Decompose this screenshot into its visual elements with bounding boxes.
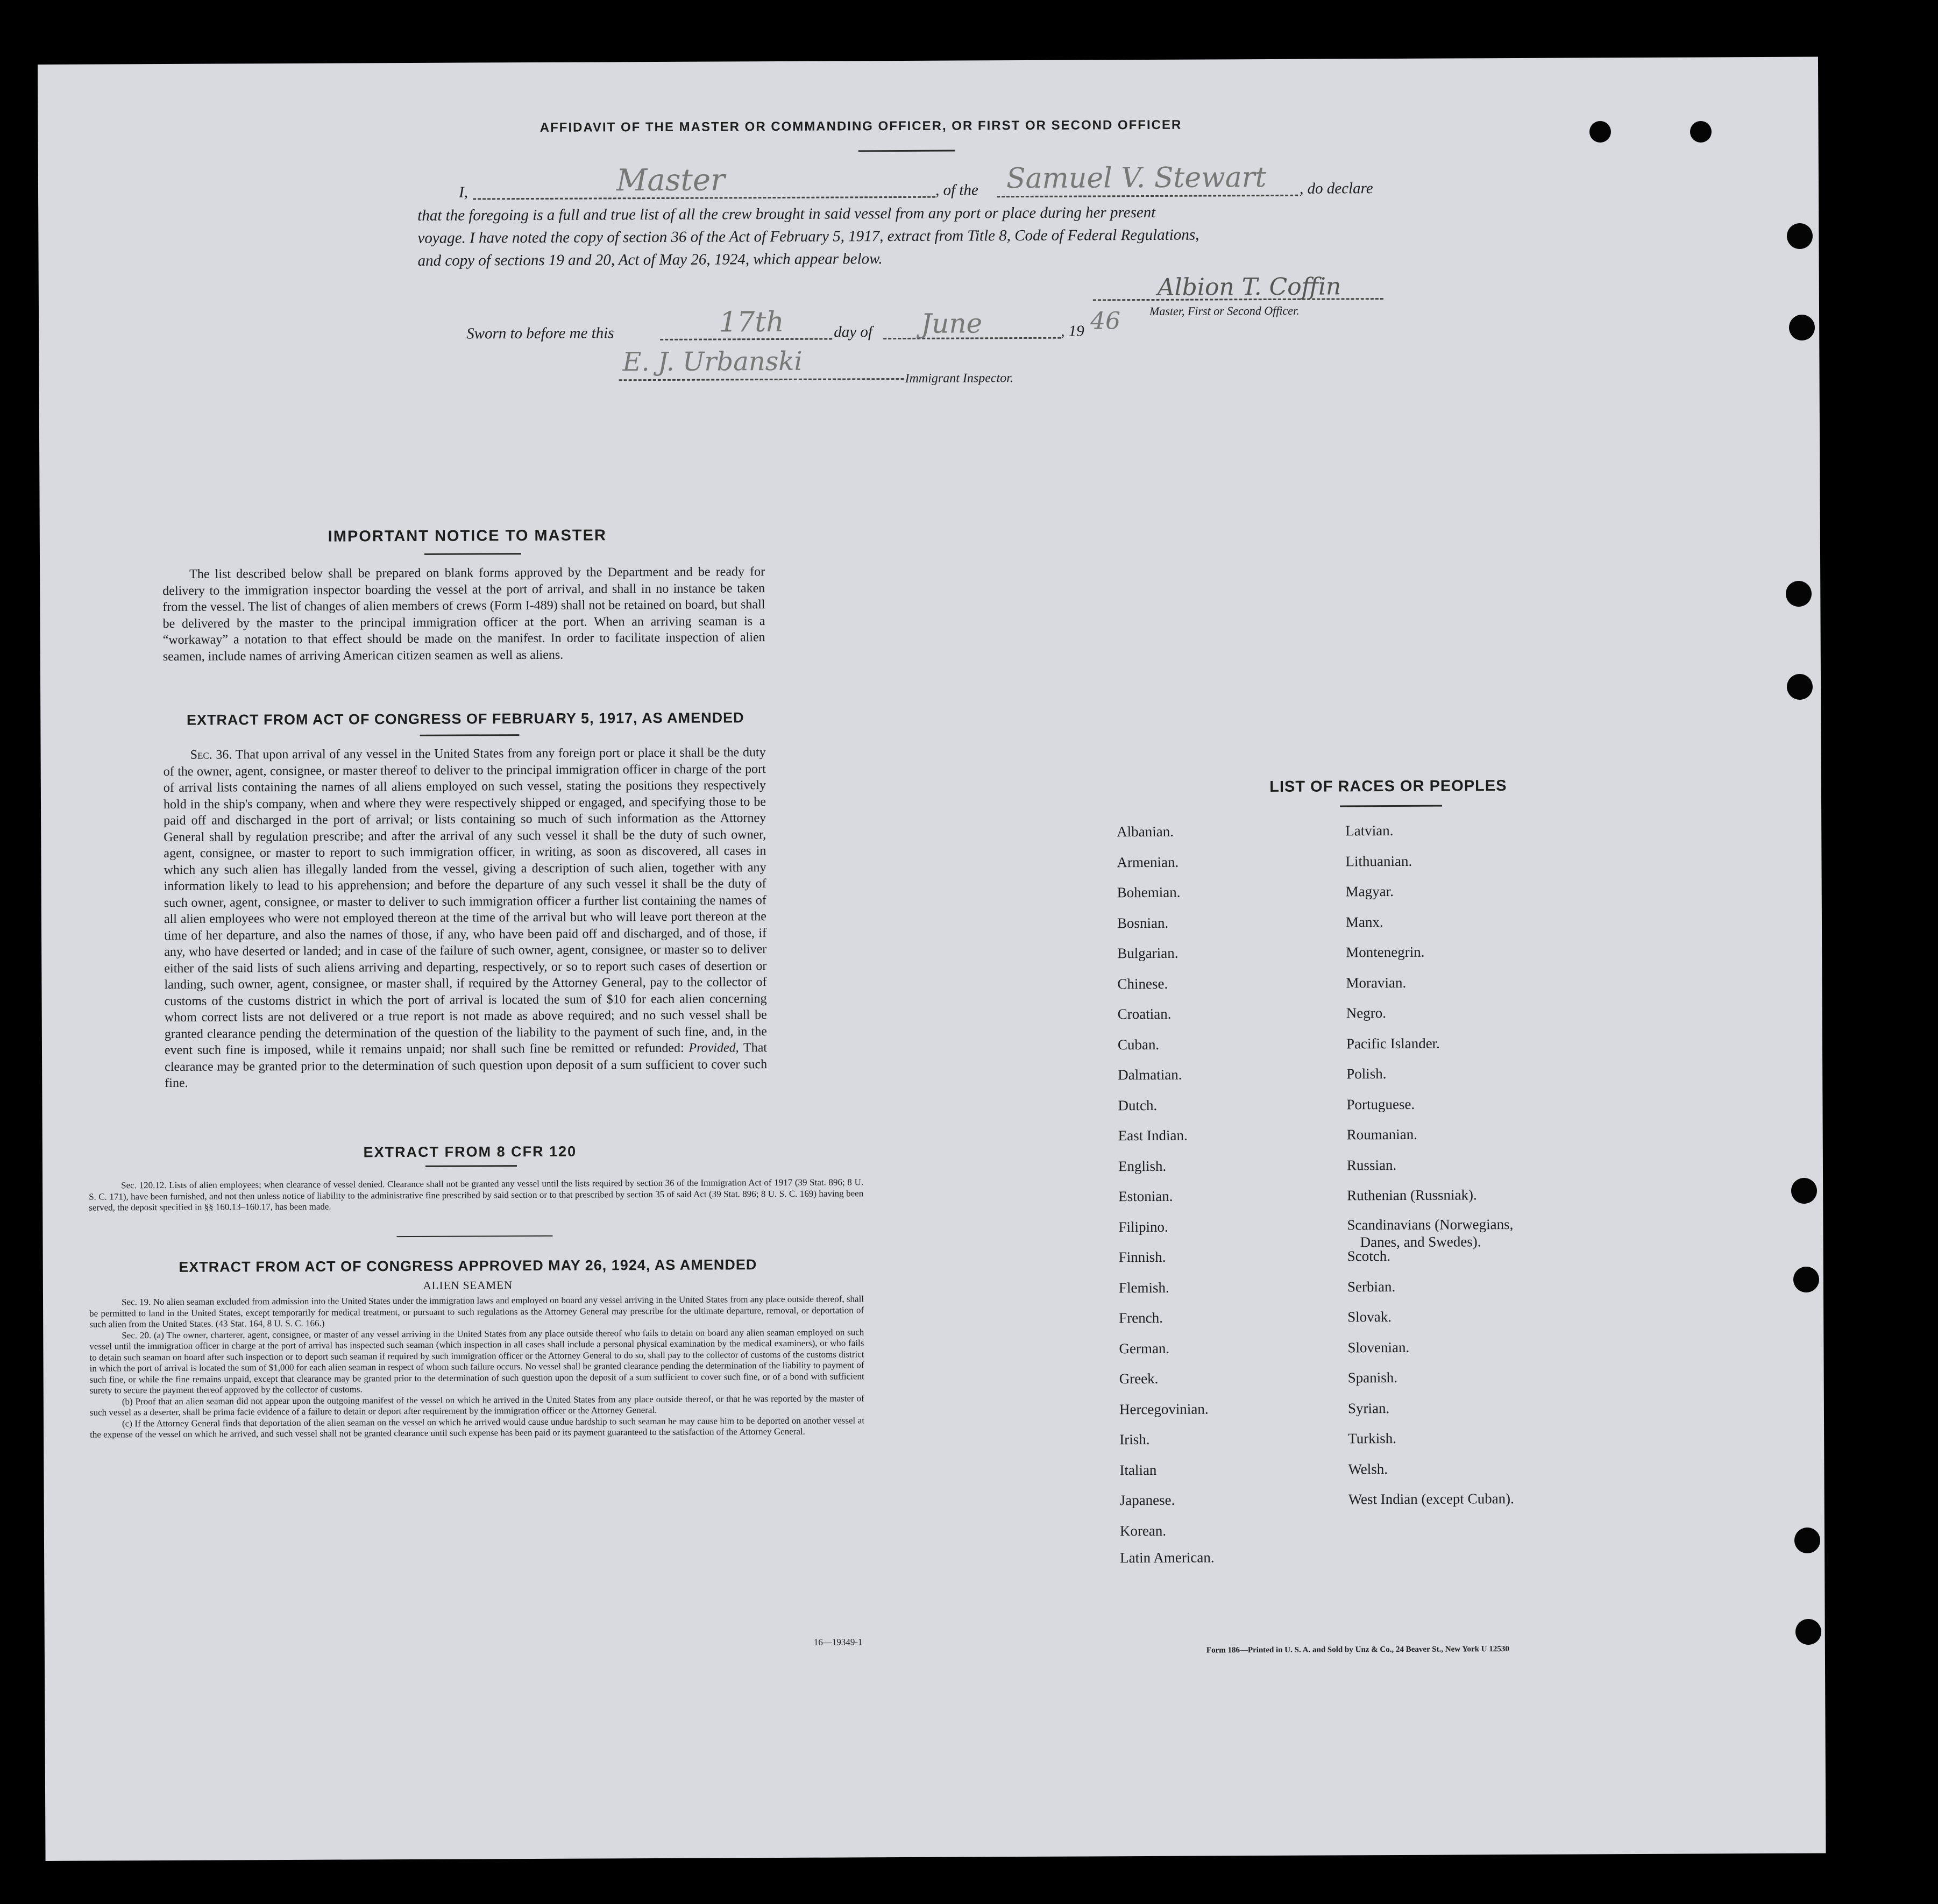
race-item: Danes, and Swedes). — [1360, 1233, 1481, 1250]
affidavit-title: AFFIDAVIT OF THE MASTER OR COMMANDING OFFICER, OR FIRST OR SECOND OFFICER — [539, 117, 1182, 135]
race-item: Cuban. — [1117, 1036, 1160, 1053]
notice-underline — [424, 553, 521, 555]
extract-1917-text — [164, 744, 768, 1091]
punch-hole — [1786, 581, 1812, 607]
race-item: West Indian (except Cuban). — [1348, 1490, 1514, 1508]
race-item: Magyar. — [1345, 883, 1394, 900]
cfr-title: EXTRACT FROM 8 CFR 120 — [363, 1143, 577, 1161]
proviso-text: That clearance may be granted prior to the determination of such question upon deposit of a sum sufficient to cover such fine. — [165, 1041, 768, 1090]
race-item: Estonian. — [1118, 1188, 1173, 1205]
race-item: Welsh. — [1348, 1460, 1388, 1477]
races-left-column — [1117, 823, 1336, 1663]
section-20c: (c) If the Attorney General finds that deportation of the alien seaman on the vessel on which he arrived would cause undue hardship to such seaman he may cause him to be deported on another vessel at the expense of the vessel on which he arrived, and such vessel shall not be granted clearance until such expense has been paid or its payment guaranteed to the satisfaction of the Attorney General. — [90, 1415, 865, 1440]
race-item: Spanish. — [1347, 1369, 1398, 1386]
race-item: Negro. — [1346, 1005, 1387, 1021]
race-item: Portuguese. — [1346, 1096, 1415, 1112]
race-item: Korean. — [1119, 1522, 1167, 1539]
race-item: Bulgarian. — [1117, 944, 1179, 962]
race-item: Scandinavians (Norwegians, — [1347, 1216, 1514, 1233]
races-underline — [1340, 805, 1442, 807]
race-item: Filipino. — [1118, 1218, 1168, 1235]
extract-1924-text — [89, 1294, 864, 1440]
punch-hole — [1787, 223, 1813, 249]
race-item: Ruthenian (Russniak). — [1347, 1187, 1477, 1204]
vessel-line — [997, 195, 1298, 197]
day-of-label: day of — [834, 323, 872, 341]
section-19: Sec. 19. No alien seaman excluded from admission into the United States under the immigration laws and employed on board any vessel arriving in the United States from any place outside thereof, shall be permitted to land in the United States, except temporarily for medical treatment, or pursuant to such regulations as the Attorney General may prescribe for the ultimate departure, removal, or deportation of such alien from the United States. (43 Stat. 164, 8 U. S. C. 166.) — [89, 1294, 864, 1330]
race-item: Moravian. — [1346, 974, 1407, 991]
print-code: 16—19349-1 — [813, 1637, 863, 1647]
master-signature-label: Master, First or Second Officer. — [1149, 303, 1300, 318]
proviso-label: Provided, — [688, 1041, 739, 1055]
affidavit-body-1: that the foregoing is a full and true list of all the crew brought in said vessel from any port or place during her present — [417, 203, 1156, 224]
cfr-separator — [397, 1235, 553, 1237]
race-item: Croatian. — [1117, 1005, 1172, 1022]
race-item: Irish. — [1119, 1431, 1150, 1448]
race-item: Bosnian. — [1117, 914, 1169, 931]
races-title: LIST OF RACES OR PEOPLES — [1269, 777, 1507, 796]
notice-body: The list described below shall be prepared on blank forms approved by the Department and be ready for delivery to the immigration inspector boarding the vessel at the port of arrival, and shall in no instance be taken from the vessel. The list of changes of alien members of crews (Form I-489) shall not be retained on board, but shall be delivered by the master to the principal immigration officer at the port. When an arriving seaman is a “workaway” a notation to that effect should be made on the manifest. In order to facilitate inspection of alien seamen, include names of arriving American citizen seamen as well as aliens. — [162, 565, 765, 664]
race-item: French. — [1119, 1309, 1163, 1326]
year-suffix: 46 — [1090, 307, 1121, 335]
cfr-body: Sec. 120.12. Lists of alien employees; when clearance of vessel denied. Clearance shall not be granted any vessel until the lists required by section 36 of the Immigration Act of 1917 (39 Stat. 896; 8 U. S. C. 171), have been furnished, and not then unless notice of liability to the administrative fine prescribed by said section or to that prescribed by section 35 of said Act (39 Stat. 896; 8 U. S. C. 169) having been served, the deposit specified in §§ 160.13–160.17, has been made. — [89, 1177, 864, 1213]
race-item: Flemish. — [1118, 1279, 1169, 1296]
section-20a: Sec. 20. (a) The owner, charterer, agent, consignee, or master of any vessel arriving in the United States from any place outside thereof who fails to detain on board any alien seaman employed on such vessel until the immigration officer in charge at the port of arrival has inspected such seaman (which inspection in all cases shall include a personal physical examination by the medical examiners), or who fails to detain such seaman on board after such inspection or to deport such seaman if required by such immigration officer or the Attorney General to do so, shall pay to the collector of customs of the customs district in which the port of arrival is located the sum of $1,000 for each alien seaman in respect of whom such failure occurs. No vessel shall be granted clearance pending the determination of the liability to payment of such fine, or while the fine remains unpaid, except that clearance may be granted prior to the determination of such question upon the deposit of a sum sufficient to cover such fine, or of a bond with sufficient surety to secure the payment thereof approved by the collector of customs. — [89, 1326, 864, 1396]
race-item: Italian — [1119, 1461, 1157, 1478]
title-underline — [858, 150, 955, 152]
sworn-day: 17th — [719, 306, 784, 339]
race-item: Chinese. — [1117, 975, 1168, 992]
sworn-label: Sworn to before me this — [466, 324, 614, 343]
punch-hole — [1793, 1267, 1819, 1292]
race-item: German. — [1119, 1340, 1170, 1356]
race-item: Serbian. — [1347, 1278, 1396, 1295]
punch-hole — [1789, 315, 1815, 340]
inspector-line — [619, 378, 904, 381]
punch-hole — [1794, 1528, 1820, 1553]
race-item: Finnish. — [1118, 1248, 1166, 1266]
punch-hole — [1589, 121, 1611, 143]
form-note: Form 186—Printed in U. S. A. and Sold by Unz & Co., 24 Beaver St., New York U 12530 — [1206, 1645, 1509, 1655]
race-item: Armenian. — [1117, 854, 1179, 870]
race-item: Dalmatian. — [1118, 1066, 1182, 1083]
inspector-signature: E. J. Urbanski — [622, 346, 803, 378]
declare-label: , do declare — [1299, 180, 1373, 197]
races-right-column — [1345, 821, 1618, 1661]
section-36-body: That upon arrival of any vessel in the United States from any foreign port or place it shall be the duty of the owner, agent, consignee, or master thereof to deliver to the principal immigration officer in charge of the port of arrival lists containing the names of all aliens employed on such vessel, stating the positions they respectively hold in the ship's company, when and where they were respectively shipped or engaged, and specifying those to be paid off and discharged in the port of arrival; or lists containing so much of such information as the Attorney General shall by regulation prescribe; and after the arrival of any such vessel it shall be the duty of such owner, agent, consignee, or master to report to such immigration officer, in writing, as soon as discovered, all cases in which any such alien has illegally landed from the vessel, giving a description of such alien, together with any information likely to lead to his apprehension; and before the departure of any such vessel it shall be the duty of such owner, agent, consignee, or master to deliver to such immigration officer a further list containing the names of all alien employees who were not employed thereon at the time of the arrival but who will leave port thereon at the time of her departure, and also the names of those, if any, who have been paid off and discharged, and of those, if any, who have deserted or landed; and in case of the failure of such owner, agent, consignee, or master so to deliver either of the said lists of such aliens arriving and departing, respectively, or so to report such cases of desertion or landing, such owner, agent, consignee, or master shall, if required by the Attorney General, pay to the collector of customs of the customs district in which the port of arrival is located the sum of $10 for each alien concerning whom correct lists are not delivered or a true report is not made as above required; and no such vessel shall be granted clearance pending the determination of the question of the liability to the payment of such fine, and, in the event such fine is imposed, while it remains unpaid; nor shall such fine be remitted or refunded: — [163, 745, 767, 1057]
cfr-text — [89, 1177, 863, 1213]
i-label: I, — [458, 183, 468, 201]
race-item: Hercegovinian. — [1119, 1401, 1209, 1417]
inspector-label: Immigrant Inspector. — [905, 371, 1013, 386]
race-item: Albanian. — [1117, 823, 1174, 840]
master-signature: Albion T. Coffin — [1157, 273, 1341, 301]
race-item: East Indian. — [1118, 1127, 1188, 1144]
of-the-label: , of the — [935, 181, 978, 199]
punch-hole — [1795, 1619, 1821, 1645]
notice-text — [162, 564, 765, 665]
race-item: Scotch. — [1347, 1248, 1391, 1264]
race-item: Polish. — [1346, 1065, 1387, 1082]
punch-hole — [1690, 121, 1712, 143]
section-36-label: Sec. 36. — [190, 748, 232, 762]
race-item: English. — [1118, 1157, 1167, 1174]
race-item: Latin American. — [1120, 1548, 1215, 1566]
race-item: Russian. — [1346, 1156, 1397, 1173]
race-item: Slovenian. — [1347, 1339, 1410, 1355]
race-item: Latvian. — [1345, 822, 1394, 839]
race-item: Greek. — [1119, 1370, 1159, 1387]
affidavit-body-2: voyage. I have noted the copy of section 36 of the Act of February 5, 1917, extract from Title 8, Code of Federal Regulations, — [417, 226, 1199, 247]
cfr-underline — [425, 1165, 517, 1167]
affidavit-body-3: and copy of sections 19 and 20, Act of May 26, 1924, which appear below. — [417, 250, 883, 269]
extract-1917-underline — [420, 734, 519, 736]
race-item: Slovak. — [1347, 1309, 1392, 1325]
extract-1924-title: EXTRACT FROM ACT OF CONGRESS APPROVED MAY 26, 1924, AS AMENDED — [179, 1256, 757, 1275]
race-item: Turkish. — [1348, 1430, 1397, 1447]
race-item: Japanese. — [1119, 1491, 1175, 1509]
race-item: Lithuanian. — [1345, 852, 1412, 869]
vessel-value: Samuel V. Stewart — [1006, 161, 1267, 195]
alien-seamen-subtitle: ALIEN SEAMEN — [423, 1278, 513, 1292]
race-item: Dutch. — [1118, 1097, 1158, 1113]
notice-title: IMPORTANT NOTICE TO MASTER — [328, 527, 607, 545]
race-item: Manx. — [1345, 913, 1383, 930]
document-page — [38, 57, 1826, 1861]
punch-hole — [1791, 1178, 1817, 1204]
race-item: Montenegrin. — [1346, 943, 1425, 961]
race-item: Syrian. — [1347, 1399, 1390, 1416]
section-20b: (b) Proof that an alien seaman did not appear upon the outgoing manifest of the vessel on which he arrived in the United States from any place outside thereof, or that he was reported by the master of such vessel as a deserter, shall be prima facie evidence of a failure to detain or deport after requirement by the immigration officer or the Attorney General. — [89, 1393, 864, 1418]
year-prefix: , 19 — [1061, 322, 1084, 340]
race-item: Roumanian. — [1346, 1126, 1418, 1143]
punch-hole — [1787, 674, 1813, 700]
master-value: Master — [616, 162, 725, 198]
race-item: Pacific Islander. — [1346, 1035, 1440, 1052]
race-item: Bohemian. — [1117, 884, 1181, 901]
sworn-month: June — [920, 308, 983, 339]
extract-1917-title: EXTRACT FROM ACT OF CONGRESS OF FEBRUARY 5, 1917, AS AMENDED — [186, 709, 744, 728]
